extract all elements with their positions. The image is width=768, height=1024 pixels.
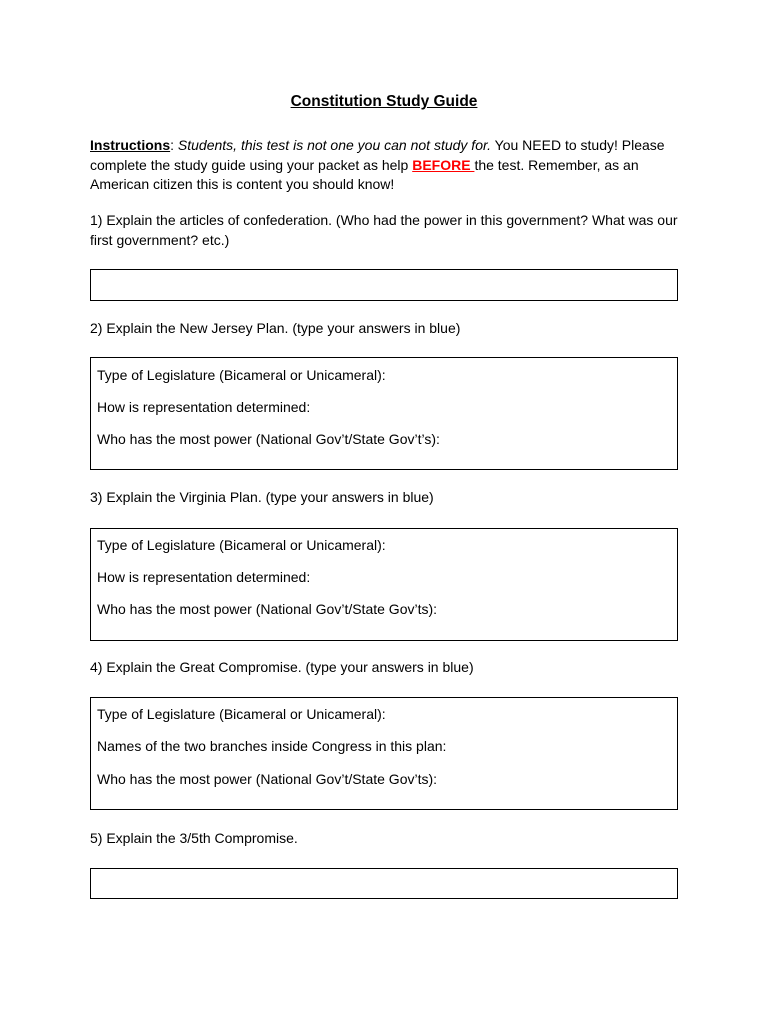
question-2-line-representation: How is representation determined: xyxy=(97,399,311,415)
page-title: Constitution Study Guide xyxy=(290,93,478,110)
instructions-label: Instructions xyxy=(90,137,171,153)
question-5-answer-box[interactable] xyxy=(90,868,678,899)
instructions-italic-text: Students, this test is not one you can not study for. xyxy=(174,137,492,153)
question-2-prompt: 2) Explain the New Jersey Plan. (type your answers in blue) xyxy=(90,320,461,336)
question-5-prompt: 5) Explain the 3/5th Compromise. xyxy=(90,830,298,846)
instructions-text-b: the test. Remember, as an American citizen this is content you should know! xyxy=(90,156,639,192)
instructions-text-a: You NEED to study! Please complete the study guide using your packet as help xyxy=(90,137,665,173)
question-3-line-power: Who has the most power (National Gov’t/State Gov’ts): xyxy=(97,601,438,617)
question-3-line-representation: How is representation determined: xyxy=(97,569,311,585)
question-2-line-legislature: Type of Legislature (Bicameral or Unicameral): xyxy=(97,367,386,383)
question-2-line-power: Who has the most power (National Gov’t/State Gov’t’s): xyxy=(97,431,440,447)
question-1-answer-box[interactable] xyxy=(90,269,678,301)
question-1-prompt: 1) Explain the articles of confederation. (Who had the power in this government? What was our first government? etc.) xyxy=(90,212,678,248)
instructions-colon: : xyxy=(170,137,175,153)
question-4-line-power: Who has the most power (National Gov’t/State Gov’ts): xyxy=(97,771,438,787)
question-2-answer-box[interactable] xyxy=(90,357,678,470)
question-3-line-legislature: Type of Legislature (Bicameral or Unicameral): xyxy=(97,537,386,553)
question-4-prompt: 4) Explain the Great Compromise. (type your answers in blue) xyxy=(90,659,474,675)
question-3-answer-box[interactable] xyxy=(90,528,678,641)
question-4-answer-box[interactable] xyxy=(90,697,678,810)
question-4-line-branches: Names of the two branches inside Congress in this plan: xyxy=(97,738,447,754)
instructions-emphasis: BEFORE xyxy=(412,156,475,173)
instructions-paragraph xyxy=(90,136,678,195)
question-3-prompt: 3) Explain the Virginia Plan. (type your answers in blue) xyxy=(90,489,434,505)
question-4-line-legislature: Type of Legislature (Bicameral or Unicameral): xyxy=(97,706,386,722)
